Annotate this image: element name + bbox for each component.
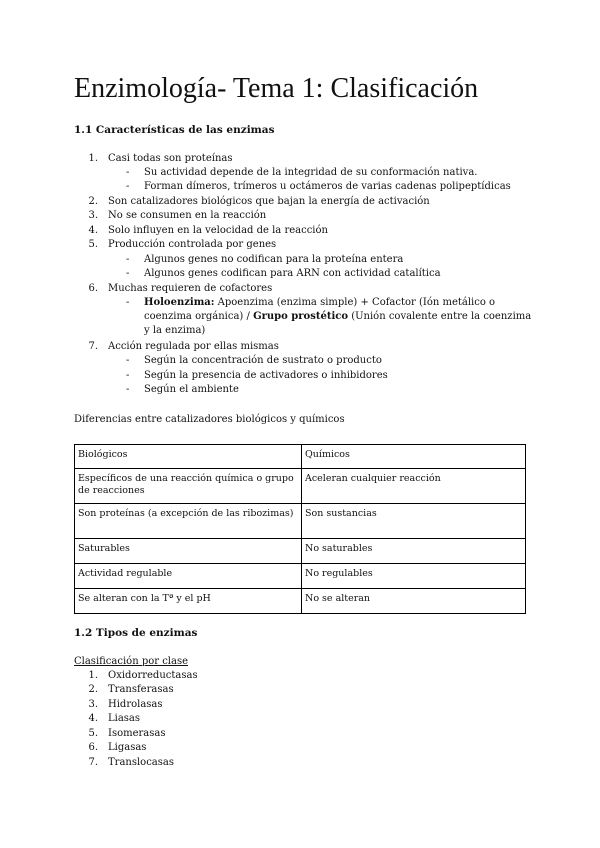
list-number: 5. [88,239,98,250]
list-item: Hidrolasas [108,699,163,710]
list-item: Acción regulada por ellas mismas [108,341,279,352]
list-number: 3. [88,699,98,710]
list-item: Transferasas [108,684,174,695]
list-number: 2. [88,684,98,695]
sub-list-item: Según el ambiente [144,384,239,395]
list-number: 1. [88,153,98,164]
list-item: Producción controlada por genes [108,239,277,250]
list-number: 4. [88,713,98,724]
section-heading-caracteristicas: 1.1 Características de las enzimas [74,124,275,136]
list-number: 7. [88,757,98,768]
sub-list-item: Forman dímeros, trímeros u octámeros de varias cadenas polipeptídicas [144,181,511,192]
page-title: Enzimología- Tema 1: Clasificación [74,73,479,104]
table-header-row [75,445,526,469]
table-cell: Actividad regulable [75,564,302,589]
holoenzima-definition: Apoenzima (enzima simple) + Cofactor (Ión metálico o [214,297,496,308]
bullet-dash: - [126,297,130,308]
list-item: Translocasas [108,757,174,768]
sub-list-item: Algunos genes codifican para ARN con actividad catalítica [144,268,441,279]
list-number: 4. [88,225,98,236]
table-row [75,589,526,614]
table-header-cell: Biológicos [75,445,302,469]
table-row [75,564,526,589]
list-number: 2. [88,196,98,207]
bullet-dash: - [126,167,130,178]
bullet-dash: - [126,355,130,366]
table-row [75,469,526,504]
comparison-table [74,444,526,614]
sub-list-item: Según la concentración de sustrato o producto [144,355,382,366]
bullet-dash: - [126,384,130,395]
table-row [75,504,526,539]
table-cell: Son proteínas (a excepción de las ribozimas) [75,504,302,539]
list-item: Muchas requieren de cofactores [108,283,273,294]
holoenzima-definition-cont: coenzima orgánica) / [144,311,250,322]
sub-list-item: Algunos genes no codifican para la proteína entera [144,254,404,265]
list-item: No se consumen en la reacción [108,210,267,221]
bullet-dash: - [126,181,130,192]
list-item: Solo influyen en la velocidad de la reacción [108,225,328,236]
table-row [75,539,526,564]
table-header-cell: Químicos [302,445,526,469]
bullet-dash: - [126,268,130,279]
table-cell: Saturables [75,539,302,564]
list-number: 3. [88,210,98,221]
list-item: Oxidorreductasas [108,670,198,681]
table-cell: Aceleran cualquier reacción [302,469,526,504]
list-number: 7. [88,341,98,352]
list-item: Isomerasas [108,728,166,739]
table-cell: No saturables [302,539,526,564]
list-item: Son catalizadores biológicos que bajan la energía de activación [108,196,430,207]
table-cell: No regulables [302,564,526,589]
holoenzima-line [144,296,495,310]
grupo-prostetico-term: Grupo prostético [253,311,349,322]
list-number: 5. [88,728,98,739]
holoenzima-line-3: y la enzima) [144,325,206,336]
section-heading-tipos: 1.2 Tipos de enzimas [74,627,198,639]
holoenzima-line-2 [144,310,531,324]
table-caption: Diferencias entre catalizadores biológicos y químicos [74,414,345,425]
sub-list-item: Según la presencia de activadores o inhibidores [144,370,388,381]
subheading-clasificacion: Clasificación por clase [74,656,189,667]
table-cell: No se alteran [302,589,526,614]
grupo-prostetico-definition: (Unión covalente entre la coenzima [348,311,532,322]
table-cell: Son sustancias [302,504,526,539]
list-number: 1. [88,670,98,681]
bullet-dash: - [126,254,130,265]
table-cell: Específicos de una reacción química o grupo de reacciones [75,469,302,504]
list-item: Ligasas [108,742,147,753]
list-number: 6. [88,283,98,294]
bullet-dash: - [126,370,130,381]
list-item: Liasas [108,713,141,724]
table-cell: Se alteran con la Tª y el pH [75,589,302,614]
holoenzima-term: Holoenzima: [144,297,215,308]
list-number: 6. [88,742,98,753]
list-item: Casi todas son proteínas [108,153,233,164]
sub-list-item: Su actividad depende de la integridad de su conformación nativa. [144,167,478,178]
